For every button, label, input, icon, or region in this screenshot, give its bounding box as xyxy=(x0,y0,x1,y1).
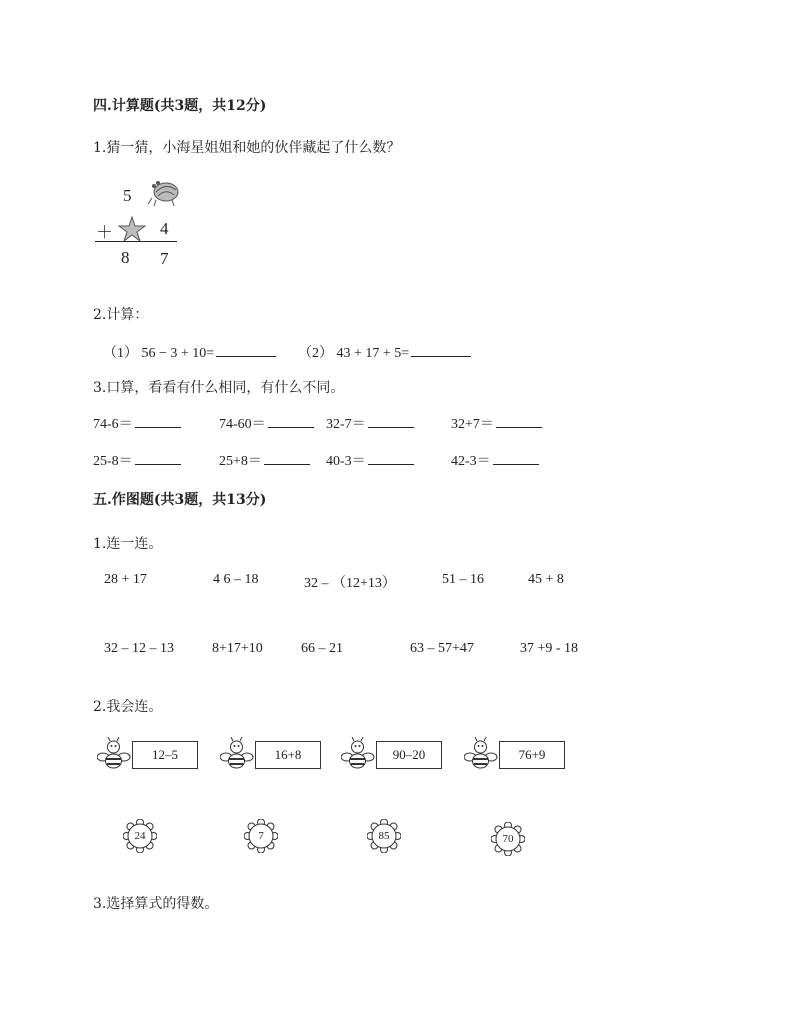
bee-card[interactable] xyxy=(464,735,564,775)
hermit-crab-icon xyxy=(146,178,182,208)
match-bottom-item[interactable]: 37 +9 - 18 xyxy=(520,641,579,656)
section4-title: 四.计算题(共3题，共12分) xyxy=(93,98,267,114)
answer-blank[interactable] xyxy=(135,413,181,428)
oral-item xyxy=(93,413,181,433)
match-bottom-item[interactable]: 66 – 21 xyxy=(301,641,343,656)
match-bottom-item[interactable]: 32 – 12 – 13 xyxy=(104,641,174,656)
oral-expr: 32+7＝ xyxy=(451,417,494,432)
bee-sign xyxy=(376,741,442,769)
starfish-icon xyxy=(118,216,146,242)
answer-blank[interactable] xyxy=(264,450,310,465)
oral-expr: 40-3＝ xyxy=(326,454,366,469)
q3-text: 3.口算，看看有什么相同，有什么不同。 xyxy=(93,380,345,396)
flower-target[interactable] xyxy=(123,819,157,853)
bee-sign xyxy=(499,741,565,769)
match-top-item[interactable]: 32 – （12+13） xyxy=(304,576,396,591)
flower-target[interactable] xyxy=(491,822,525,856)
answer-blank[interactable] xyxy=(496,413,542,428)
section5-title: 五.作图题(共3题，共13分) xyxy=(93,492,267,508)
bee-expr: 90–20 xyxy=(392,747,426,762)
oral-item xyxy=(451,413,542,433)
sum-tens: 8 xyxy=(121,248,130,267)
sum-ones: 7 xyxy=(160,249,169,268)
addend2-ones: 4 xyxy=(160,219,169,238)
bee-expr: 76+9 xyxy=(518,747,546,762)
oral-item xyxy=(219,450,310,470)
oral-item xyxy=(451,450,539,470)
q2-part2 xyxy=(298,342,471,362)
oral-expr: 25-8＝ xyxy=(93,454,133,469)
bee-expr: 12–5 xyxy=(152,747,178,762)
q1-text: 1.猜一猜，小海星姐姐和她的伙伴藏起了什么数？ xyxy=(93,140,401,156)
bee-sign xyxy=(255,741,321,769)
match-bottom-item[interactable]: 8+17+10 xyxy=(212,641,263,656)
oral-expr: 32-7＝ xyxy=(326,417,366,432)
sum-line xyxy=(95,241,177,242)
bee-expr: 16+8 xyxy=(274,747,302,762)
bee-sign xyxy=(132,741,198,769)
flower-number: 24 xyxy=(134,830,146,842)
bee-icon xyxy=(464,737,498,773)
q2-text: 2.计算： xyxy=(93,307,149,323)
oral-item xyxy=(326,413,414,433)
bee-card[interactable] xyxy=(220,735,320,775)
s5-q3-text: 3.选择算式的得数。 xyxy=(93,896,219,912)
answer-blank[interactable] xyxy=(411,342,471,357)
match-top-item[interactable]: 45 + 8 xyxy=(528,572,564,587)
match-top-item[interactable]: 51 – 16 xyxy=(442,572,484,587)
q2-part1-expr: （1） 56 − 3 + 10= xyxy=(103,346,215,361)
oral-expr: 74-60＝ xyxy=(219,417,266,432)
match-top-item[interactable]: 28 + 17 xyxy=(104,572,147,587)
oral-expr: 74-6＝ xyxy=(93,417,133,432)
bee-icon xyxy=(341,737,375,773)
oral-expr: 42-3＝ xyxy=(451,454,491,469)
oral-item xyxy=(219,413,314,433)
s5-q1-text: 1.连一连。 xyxy=(93,536,163,552)
flower-number: 7 xyxy=(258,830,264,842)
answer-blank[interactable] xyxy=(216,342,276,357)
answer-blank[interactable] xyxy=(493,450,539,465)
oral-expr: 25+8＝ xyxy=(219,454,262,469)
bee-icon xyxy=(220,737,254,773)
match-bottom-item[interactable]: 63 – 57+47 xyxy=(410,641,474,656)
answer-blank[interactable] xyxy=(135,450,181,465)
q2-part1 xyxy=(103,342,276,362)
flower-number: 85 xyxy=(378,830,390,842)
flower-number: 70 xyxy=(502,833,514,845)
answer-blank[interactable] xyxy=(368,450,414,465)
flower-target[interactable] xyxy=(244,819,278,853)
bee-card[interactable] xyxy=(341,735,441,775)
oral-item xyxy=(326,450,414,470)
q2-part2-expr: （2） 43 + 17 + 5= xyxy=(298,346,410,361)
flower-target[interactable] xyxy=(367,819,401,853)
s5-q2-text: 2.我会连。 xyxy=(93,699,163,715)
oral-item xyxy=(93,450,181,470)
bee-icon xyxy=(97,737,131,773)
bee-card[interactable] xyxy=(97,735,197,775)
addend1-tens: 5 xyxy=(123,186,132,205)
answer-blank[interactable] xyxy=(268,413,314,428)
plus-sign: ＋ xyxy=(96,223,113,242)
match-top-item[interactable]: 4 6 – 18 xyxy=(213,572,259,587)
answer-blank[interactable] xyxy=(368,413,414,428)
